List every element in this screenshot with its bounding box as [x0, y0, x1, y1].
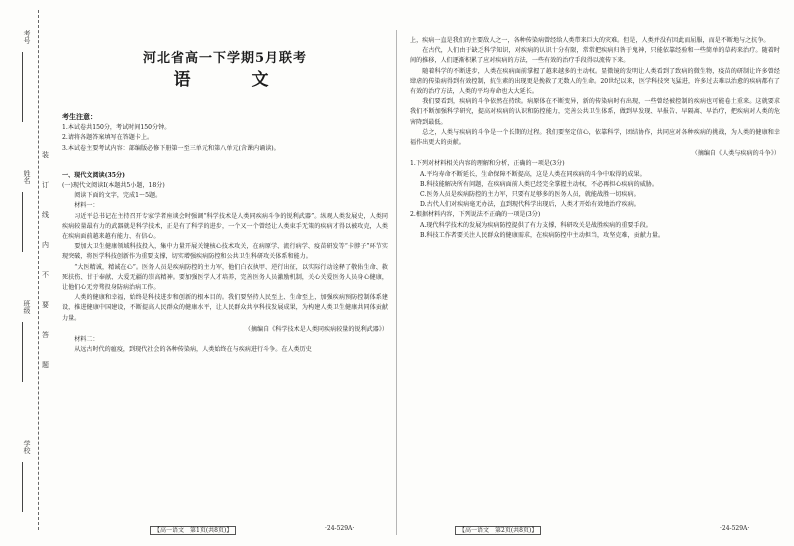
passage-paragraph: 总之，人类与疾病的斗争是一个长期的过程。我们要坚定信心，依靠科学，团结协作，共同应对各种疾病的挑战，为人类的健康和幸福作出更大的贡献。	[410, 128, 780, 147]
strip-glyph: 订	[42, 181, 49, 189]
answer-option: B.科技工作者要关注人民群众的健康需求，在疾病防控中主动担当，攻坚克难，贡献力量。	[420, 231, 665, 239]
source-note: （摘编自《科学技术是人类同疾病较量的锐利武器》）	[244, 325, 388, 333]
passage-paragraph: 我们要看到，疾病的斗争依然在持续。病原体在不断变异，新的传染病时有出现，一些曾经被控制的疾病也可能卷土重来。这就要求我们不断加强科学研究，提高对疾病的认识和防控能力，完善公共卫生体系，做到早发现、早报告、早隔离、早治疗，把疾病对人类的危害降到最低。	[410, 98, 780, 126]
page-footer-left	[150, 525, 236, 534]
strip-glyph: 装	[42, 151, 49, 159]
strip-glyph: 要	[42, 301, 49, 309]
exam-subject: 语 文	[173, 70, 291, 90]
strip-field-class: 班级	[23, 300, 31, 314]
passage-paragraph: 在古代，人们由于缺乏科学知识，对疾病的认识十分有限，常常把疾病归咎于鬼神，只能依靠经验和一些简单的草药来治疗。随着时间的推移，人们逐渐积累了应对疾病的方法，一些有效的治疗手段得以流传下来。	[410, 47, 780, 65]
passage-paragraph: 要加大卫生健康领域科技投入，集中力量开展关键核心技术攻关，在病原学、流行病学、疫苗研发等“卡脖子”环节实现突破，将医学科技创新作为重要支撑，切实增强疾病防控和公共卫生科研攻关体系和能力。	[62, 243, 388, 261]
passage-paragraph: “大医精诚，精诚在心”。医务人员是疾病防控的主力军，他们白衣执甲、逆行出征，以实际行动诠释了敬佑生命、救死扶伤、甘于奉献、大爱无疆的崇高精神。要加强医学人才培养，完善医务人员激励机制，关心关爱医务人员身心健康，让他们心无旁骛投身防病治病工作。	[62, 263, 388, 292]
question-stem: 2.根据材料内容，下列说法不正确的一项是(3分)	[410, 211, 541, 219]
strip-field-school: 学校	[23, 440, 31, 454]
strip-glyph: 答	[42, 331, 49, 339]
paper-code-left: ·24-529A·	[325, 525, 355, 532]
exam-title: 河北省高一下学期5月联考	[142, 51, 308, 66]
binding-strip	[0, 0, 62, 546]
strip-field-line	[22, 192, 23, 252]
notice-item: 3.本试卷主要考试内容：部编版必修下册第一至三单元和第八单元(含课内诵读)。	[62, 144, 280, 152]
page-number-label: 【高一语文 第2页(共8页)】	[455, 526, 541, 535]
answer-option: B.科技能解决所有问题，在疾病面前人类已经完全掌握主动权，不必再担心疾病的威胁。	[420, 180, 658, 188]
material-two-label: 材料二：	[74, 336, 99, 344]
reading-instruction: 阅读下面的文字，完成1～5题。	[74, 192, 162, 200]
binding-dashed-line	[38, 10, 39, 530]
strip-field-line	[22, 52, 23, 122]
section-heading: 一、现代文阅读(35分)	[62, 171, 125, 179]
page-number-label: 【高一语文 第1页(共8页)】	[150, 526, 236, 535]
paper-code-right: ·24-529A·	[720, 525, 750, 532]
notice-block	[62, 112, 388, 154]
left-column	[62, 44, 388, 355]
material-one-label: 材料一：	[74, 202, 99, 210]
strip-field-line	[22, 322, 23, 382]
page-divider	[396, 30, 397, 535]
strip-glyph: 内	[42, 241, 49, 249]
answer-option: C.医务人员是疾病防控的主力军，只要有足够多的医务人员，就能战胜一切疾病。	[420, 191, 640, 199]
passage-paragraph: 上，疾病一直是我们的主要敌人之一，各种传染病曾经给人类带来巨大的灾难。但是，人类并没有因此而屈服，而是不断地与之抗争。	[410, 37, 770, 44]
source-note: （摘编自《人类与疾病的斗争》）	[691, 150, 780, 158]
right-column	[410, 36, 780, 241]
notice-item: 2.请将各题答案填写在答题卡上。	[62, 134, 154, 142]
strip-glyph: 不	[42, 271, 49, 279]
passage-paragraph: 从远古时代的瘟疫，到现代社会的各种传染病，人类始终在与疾病进行斗争。在人类历史	[74, 346, 312, 354]
notice-heading: 考生注意：	[62, 112, 97, 121]
strip-field-line	[22, 462, 23, 512]
page-footer-right	[455, 525, 541, 534]
part-heading: (一)现代文阅读Ⅰ(本题共5小题，18分)	[62, 182, 165, 190]
notice-item: 1.本试卷共150分，考试时间150分钟。	[62, 124, 171, 132]
answer-option: D.古代人们对疾病毫无办法，直到现代科学出现后，人类才开始有效地治疗疾病。	[420, 201, 640, 209]
answer-option: A.现代科学技术的发展为疾病防控提供了有力支撑，科研攻关是战胜疾病的重要手段。	[420, 221, 652, 229]
answer-option: A.平均寿命不断延长，生命保障不断提高，这是人类在同疾病的斗争中取得的成果。	[420, 170, 646, 178]
strip-glyph: 线	[42, 211, 49, 219]
question-stem: 1.下列对材料相关内容的理解和分析，正确的一项是(3分)	[410, 160, 565, 168]
passage-paragraph: 习近平总书记在主持召开专家学者座谈会时强调“科学技术是人类同疾病斗争的锐利武器”。纵观人类发展史，人类同疾病较量最有力的武器就是科学技术，正是有了科学的进步，一个又一个曾经让人类束手无策的疾病才得以被攻克，人类在疾病面前越来越有能力、有信心。	[62, 212, 388, 241]
strip-field-exam-number: 考号	[23, 30, 31, 44]
strip-field-name: 姓名	[23, 170, 31, 184]
strip-glyph: 题	[42, 361, 49, 369]
passage-paragraph: 人类的健康和幸福，始终是科技进步和创新的根本目的。我们要坚持人民至上、生命至上，加强疾病预防控制体系建设，推进健康中国建设，不断提高人民群众的健康水平，让人民群众共享科技发展成果，为构建人类卫生健康共同体贡献力量。	[62, 294, 388, 322]
passage-paragraph: 随着科学的不断进步，人类在疾病面前掌握了越来越多的主动权。显微镜的发明让人类看到了致病的微生物，疫苗的研制让许多曾经肆虐的传染病得到有效控制，抗生素的出现更是挽救了无数人的生命。20世纪以来，医学科技突飞猛进，许多过去难以治愈的疾病都有了有效的治疗方法，人类的平均寿命也大大延长。	[410, 67, 780, 96]
